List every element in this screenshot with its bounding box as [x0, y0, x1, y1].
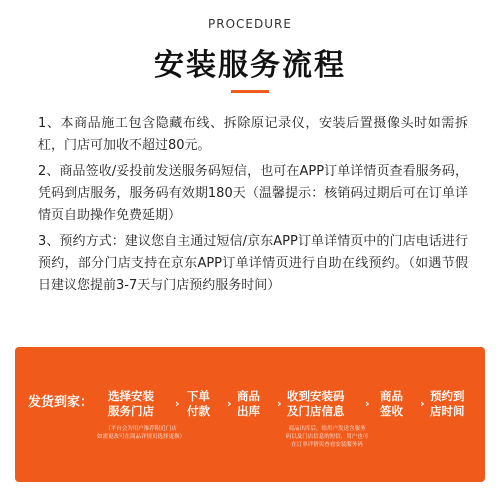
- flow-start-label: 发货到家：: [28, 395, 94, 410]
- flow-arrow-5: ›: [420, 397, 425, 410]
- flow-arrow-3: ›: [277, 397, 282, 410]
- title-underline: [231, 90, 269, 93]
- flow-step-shipped: 商品 出库: [237, 389, 260, 418]
- flow-step-select-store: 选择安装 服务门店: [108, 389, 154, 418]
- eyebrow-label: PROCEDURE: [208, 17, 292, 31]
- flow-step-book-time: 预约到 店时间: [430, 389, 465, 418]
- flow-note-code: 商品出库后，给用户发送含服务 码以及门店信息的短信，用户也可 在订单详情页查看安装服务码: [285, 426, 369, 448]
- flow-step-receive-code: 收到安装码 及门店信息: [287, 389, 345, 418]
- flow-arrow-2: ›: [227, 397, 232, 410]
- flow-note-store: （平台会为用户推荐附近门店 如需更改可在商品详情页选择更换）: [96, 426, 185, 440]
- flow-arrow-1: ›: [175, 397, 180, 410]
- page-title: 安装服务流程: [154, 48, 346, 83]
- flow-step-signed: 商品 签收: [380, 389, 403, 418]
- procedure-item-1: 1、本商品施工包含隐藏布线、拆除原记录仪，安装后置摄像头时如需拆杠，门店可加收不超过80元。: [38, 116, 468, 153]
- flow-panel: [15, 347, 485, 482]
- procedure-item-2: 2、商品签收/妥投前发送服务码短信，也可在APP订单详情页查看服务码，凭码到店服务，服务码有效期180天（温馨提示：核销码过期后可在订单详情页自助操作免费延期）: [38, 164, 468, 223]
- procedure-item-3: 3、预约方式：建议您自主通过短信/京东APP订单详情页中的门店电话进行预约，部分门店支持在京东APP订单详情页进行自助在线预约。（如遇节假日建议您提前3-7天与门店预约服务时间）: [38, 234, 468, 293]
- flow-step-order-pay: 下单 付款: [187, 389, 210, 418]
- flow-arrow-4: ›: [365, 397, 370, 410]
